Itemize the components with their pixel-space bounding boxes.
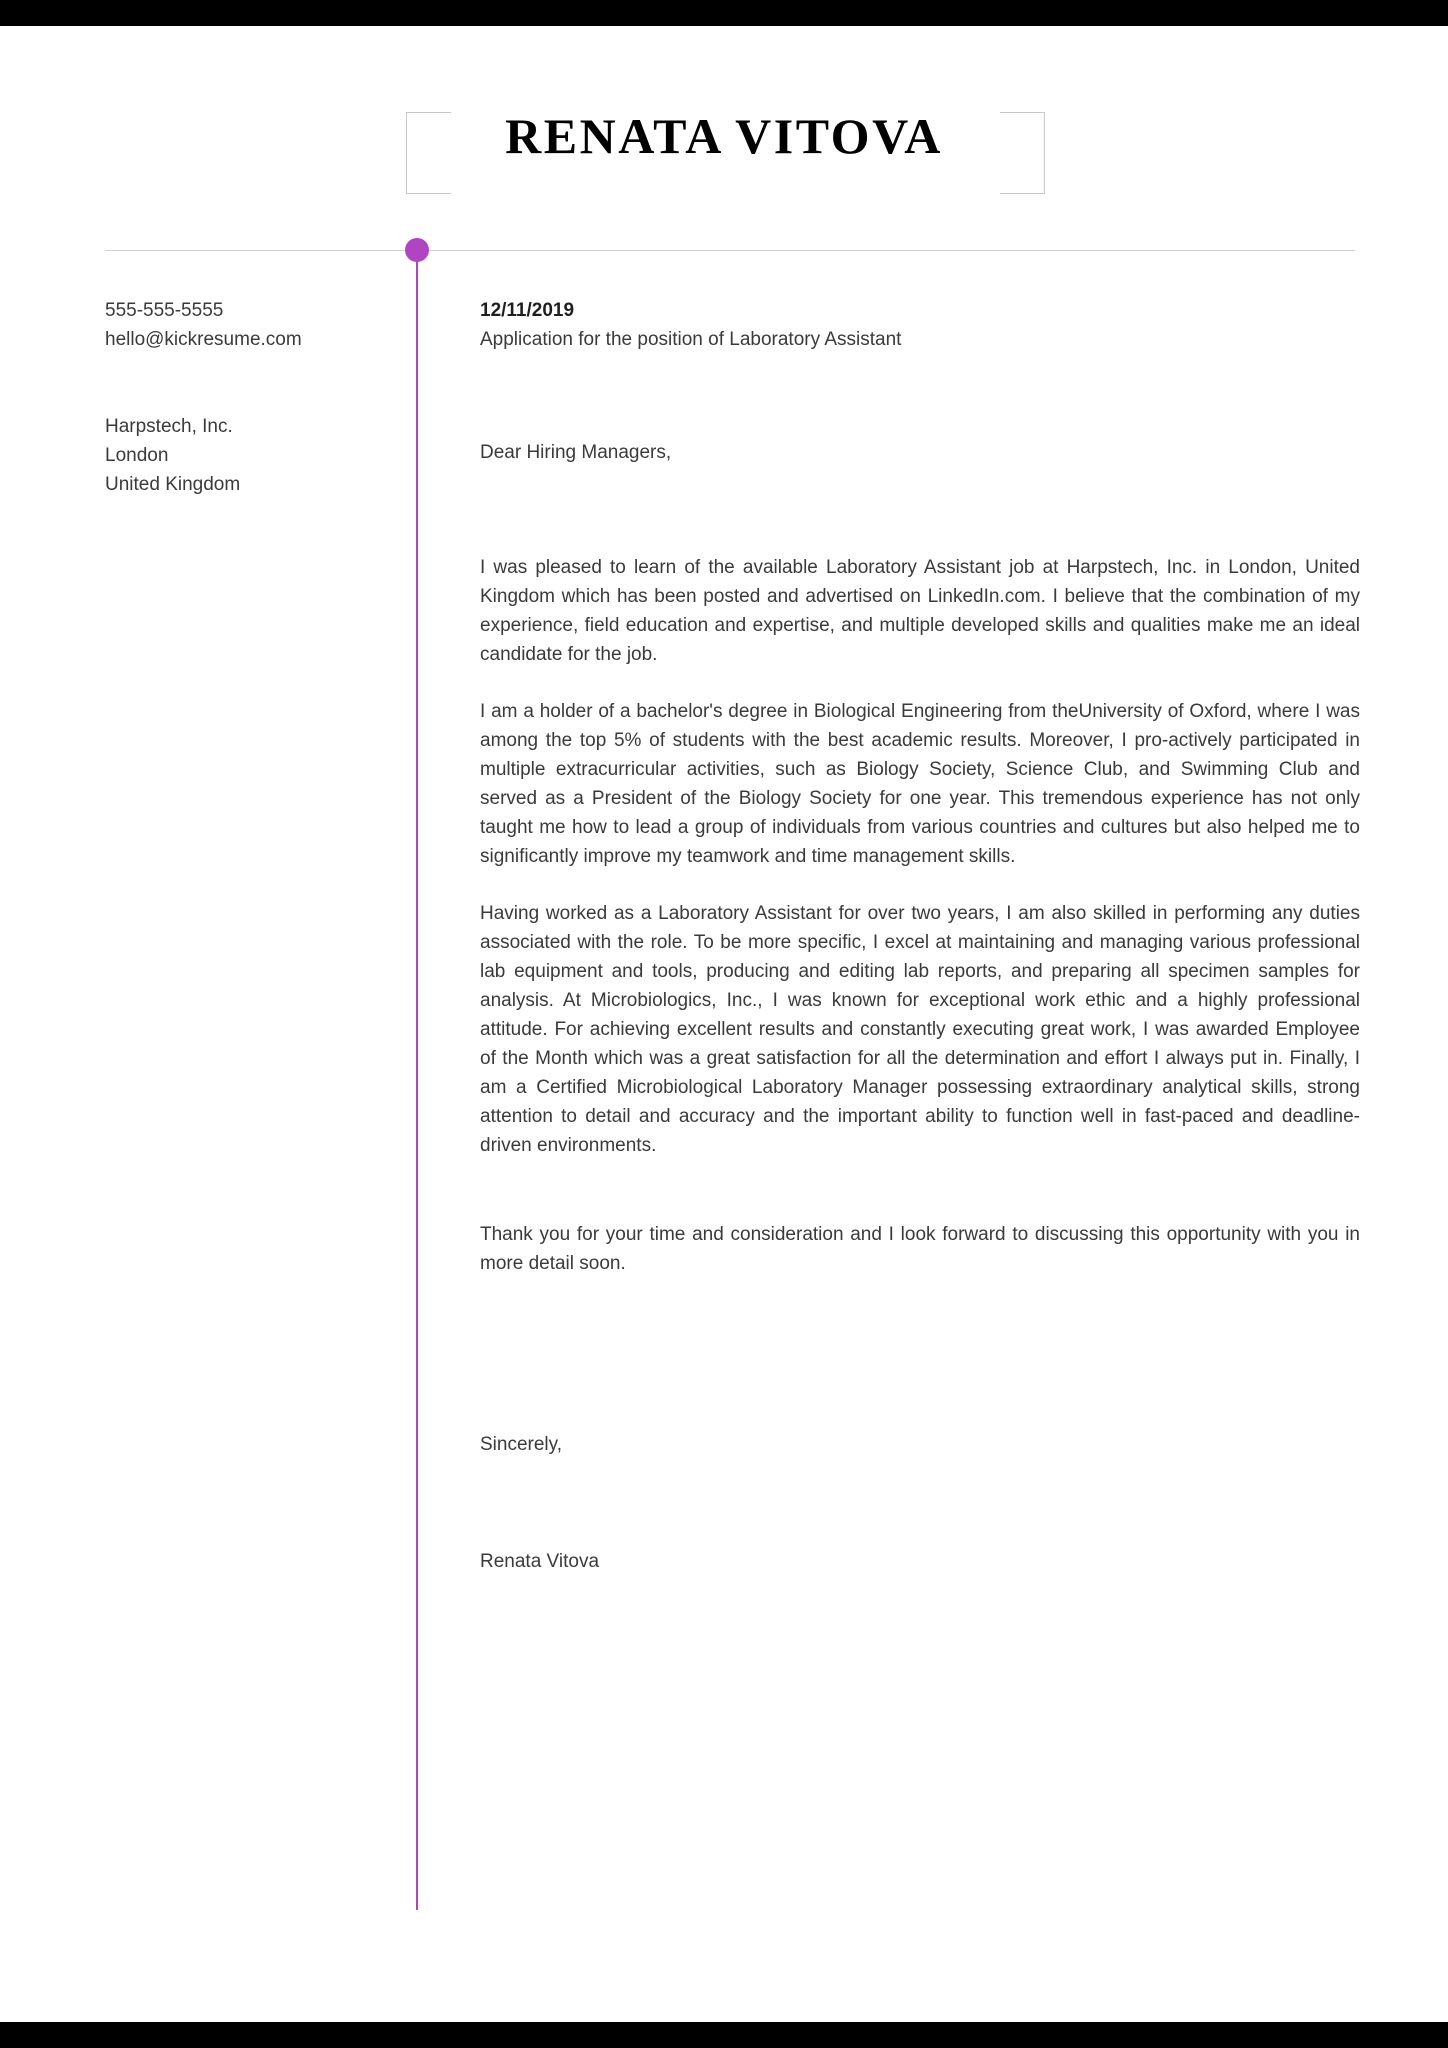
letter-paragraph: I am a holder of a bachelor's degree in Biological Engineering from theUniversity of Oxford, where I was among the top 5% of students with the best academic results. Moreover, I pro-actively participated in multiple extracurricular activities, such as Biology Society, Science Club, and Swimming Club and served as a President of the Biology Society for one year. This tremendous experience has not only taught me how to lead a group of individuals from various countries and cultures but also helped me to significantly improve my teamwork and time management skills. (480, 701, 1360, 867)
letter-header (0, 26, 1448, 250)
letter-subject: Application for the position of Laboratory Assistant (480, 329, 902, 350)
letter-paragraphs (480, 553, 1360, 1160)
recipient-company: Harpstech, Inc. (105, 416, 233, 437)
recipient-country: United Kingdom (105, 474, 241, 495)
page-title: RENATA VITOVA (505, 108, 943, 164)
letter-closing-paragraph: Thank you for your time and consideration and I look forward to discussing this opportunity with you in more detail soon. (480, 1224, 1360, 1274)
recipient-city: London (105, 445, 169, 466)
letter-body-column (480, 296, 1360, 1576)
recipient-address-block (105, 412, 370, 499)
letter-paragraph: I was pleased to learn of the available Laboratory Assistant job at Harpstech, Inc. in London, United Kingdom which has been posted and advertised on LinkedIn.com. I believe that the combination of my experience, field education and expertise, and multiple developed skills and qualities make me an ideal candidate for the job. (480, 557, 1360, 665)
bottom-black-band (0, 2022, 1448, 2048)
header-divider-rule (105, 250, 1355, 251)
top-black-band (0, 0, 1448, 26)
accent-vertical-line (416, 260, 418, 1910)
accent-dot (405, 238, 429, 262)
letter-date: 12/11/2019 (480, 300, 575, 321)
letter-sign-off: Sincerely, (480, 1434, 563, 1455)
letter-salutation: Dear Hiring Managers, (480, 442, 672, 463)
letter-meta (480, 296, 1360, 354)
name-heading-wrap (0, 108, 1448, 164)
contact-block (105, 296, 370, 354)
contact-email: hello@kickresume.com (105, 329, 302, 350)
contact-phone: 555-555-5555 (105, 300, 224, 321)
letter-paragraph: Having worked as a Laboratory Assistant for over two years, I am also skilled in performing any duties associated with the role. To be more specific, I excel at maintaining and managing various professional lab equipment and tools, producing and editing lab reports, and preparing all specimen samples for analysis. At Microbiologics, Inc., I was known for exceptional work ethic and a highly professional attitude. For achieving excellent results and constantly executing great work, I was awarded Employee of the Month which was a great satisfaction for all the determination and effort I always put in. Finally, I am a Certified Microbiological Laboratory Manager possessing extraordinary analytical skills, strong attention to detail and accuracy and the important ability to function well in fast-paced and deadline-driven environments. (480, 903, 1360, 1156)
letter-signature: Renata Vitova (480, 1551, 600, 1572)
sidebar-contact-column (105, 296, 370, 499)
